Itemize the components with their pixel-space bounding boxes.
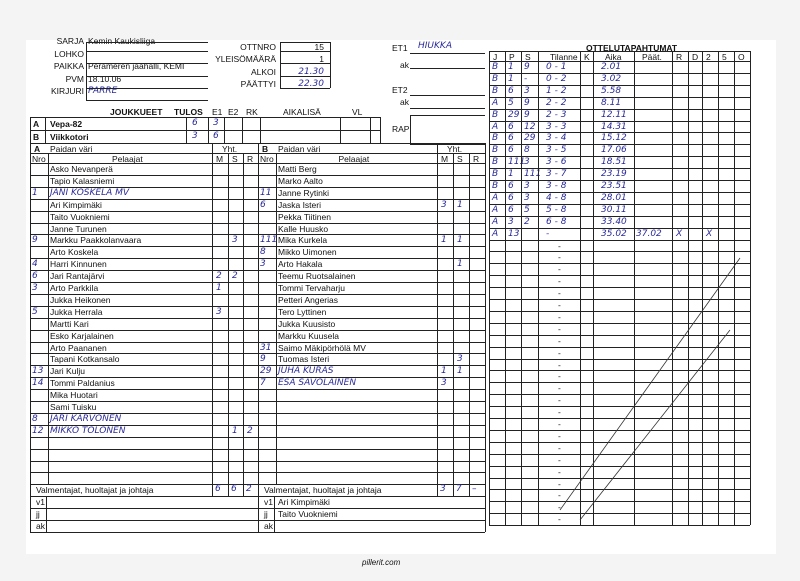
event-aika: 12.11 [601,109,627,120]
a-player-nro: 9 [32,235,38,246]
event-j: A [492,192,499,203]
event-p: 6 [508,133,514,144]
b-player-name: Pekka Tiitinen [278,211,331,222]
a-player-name: Arto Paananen [50,342,107,353]
event-tilanne: 5 - 8 [546,204,567,215]
a-player-m: 1 [216,283,222,293]
b-player-nro: 111 [260,235,278,246]
b-player-name: Arto Hakala [278,259,323,270]
event-aika: 28.01 [601,192,627,203]
event-j: A [492,216,499,227]
alkoi-value: 21.30 [298,67,324,77]
event-s: 29 [524,133,536,144]
b-v1: v1 [264,497,273,508]
sarja-label: SARJA [56,36,84,46]
events-head-j: J [493,52,498,62]
a-player-name: MIKKO TOLONEN [50,425,126,436]
alkoi-label: ALKOI [250,67,276,77]
events-head-r: R [676,52,683,62]
a-player-name: Esko Karjalainen [50,330,114,341]
team-a-tulos: 6 [192,118,198,128]
team-b-name: Viikkotori [50,132,89,142]
a-ak: ak [36,521,45,531]
footer-url: pillerit.com [362,558,401,567]
event-j: B [492,145,499,156]
b-m-h: M [441,154,449,164]
events-head-k: K [584,52,590,62]
rap-label: RAP [392,124,410,134]
b-player-nro: 11 [260,187,272,198]
b-player-nro: 8 [260,247,266,258]
b-player-m: 3 [441,199,447,210]
b-player-nro: 6 [260,199,266,210]
event-s: - [524,73,528,84]
b-v1-name: Ari Kimpimäki [278,497,330,508]
event-empty-dash: - [558,371,561,382]
event-empty-dash: - [558,276,561,287]
a-player-s: 3 [232,235,238,246]
a-player-name: Taito Vuokniemi [50,211,110,222]
a-player-name: Ari Kimpimäki [50,199,102,210]
a-total-s: 6 [231,484,237,495]
a-player-nro: 6 [32,271,38,282]
event-empty-dash: - [558,407,561,418]
et1-value: HIUKKA [418,41,452,51]
b-staff-label: Valmentajat, huoltajat ja johtaja [264,485,382,496]
a-staff-label: Valmentajat, huoltajat ja johtaja [36,485,154,496]
event-p: 1 [508,73,514,84]
a-total-r: 2 [246,484,252,495]
rk-label: RK [246,107,258,117]
events-title: OTTELUTAPAHTUMAT [586,43,678,53]
team-a-e1: 3 [213,118,219,128]
events-head-s: S [525,52,531,62]
b-player-name: Markku Kuusela [278,330,339,341]
b-player-name: Tommi Tervaharju [278,283,345,293]
event-aika: 35.02 [601,228,627,239]
event-aika: 23.19 [601,169,627,180]
a-player-name: Jari Rantajärvi [50,271,105,282]
events-head-paat: Päät. [642,52,662,62]
a-player-nro: 14 [32,378,44,389]
event-s: 111 [524,169,542,180]
cancel-diagonal-line [558,258,740,513]
event-j: A [492,228,499,239]
a-player-name: Arto Parkkila [50,283,99,293]
b-yht: Yht. [447,144,463,154]
a-player-nro: 13 [32,366,44,377]
e2-label: E2 [228,107,239,117]
b-player-nro: 29 [260,366,272,377]
event-tilanne: - [546,228,550,239]
event-empty-dash: - [558,490,561,501]
a-player-nro: 4 [32,259,38,270]
event-empty-dash: - [558,288,561,299]
pvm-label: PVM [65,74,84,84]
a-player-nro: 8 [32,413,38,424]
b-paidan-vari: Paidan väri [278,144,321,154]
events-cancel-strokes [26,40,776,554]
event-tilanne: 0 - 2 [546,73,567,84]
event-aika: 3.02 [601,73,622,84]
a-player-m: 2 [216,271,222,282]
event-empty-dash: - [558,419,561,429]
b-player-name: Mikko Uimonen [278,247,337,258]
a-player-nro: 3 [32,283,38,293]
b-player-name: Petteri Angerias [278,294,339,305]
event-tilanne: 3 - 7 [546,169,567,180]
team-b-e1: 6 [213,131,219,141]
a-player-s: 2 [232,271,238,282]
event-aika: 33.40 [601,216,627,227]
event-empty-dash: - [558,264,561,275]
event-tilanne: 3 - 5 [546,145,567,156]
event-s: 3 [524,157,530,168]
a-yht: Yht. [222,144,238,154]
b-player-name: ESA SAVOLAINEN [278,378,357,389]
paattyi-value: 22.30 [298,79,324,89]
kirjuri-label: KIRJURI [50,86,84,96]
b-nro-h: Nro [260,154,274,164]
event-aika: 2.01 [601,62,622,72]
a-m-h: M [216,154,224,164]
b-player-nro: 31 [260,342,272,353]
event-empty-dash: - [558,300,561,310]
events-head-aika: Aika [605,52,622,62]
b-player-m: 1 [441,235,447,246]
event-aika: 14.31 [601,121,627,132]
event-s: 5 [524,204,530,215]
b-player-name: Jaska Isteri [278,199,321,210]
a-player-name: Janne Turunen [50,223,107,234]
event-tilanne: 0 - 1 [546,62,567,72]
event-empty-dash: - [558,335,561,346]
event-s: 12 [524,121,536,132]
event-s: 2 [524,216,530,227]
a-paidan-vari: Paidan väri [50,144,93,154]
b-player-name: Janne Rytinki [278,187,330,198]
event-p: 6 [508,121,514,132]
a-player-name: Harri Kinnunen [50,259,107,270]
ak-label-2: ak [400,97,409,107]
event-j: A [492,204,499,215]
b-r-h: R [473,154,480,164]
event-tilanne: 2 - 2 [546,97,567,108]
event-s: 3 [524,192,530,203]
team-a-name: Vepa-82 [50,119,83,129]
event-j: B [492,62,499,72]
b-player-nro: 9 [260,354,266,365]
paattyi-label: PÄÄTTYI [240,79,276,89]
events-head-five: 5 [722,52,727,62]
b-player-name: Marko Aalto [278,175,323,186]
a-player-name: Tapio Kalasniemi [50,175,115,186]
event-tilanne: 4 - 8 [546,192,567,203]
a-player-name: Markku Paakkolanvaara [50,235,142,246]
b-player-name: Kalle Huusko [278,223,329,234]
b-ak: ak [264,521,273,531]
event-s: 9 [524,62,530,72]
b-player-s: 3 [457,354,463,365]
yleiso-value: 1 [319,54,324,64]
event-aika: 30.11 [601,204,627,215]
paikka-value: Perämeren jäähalli, KEMI [88,61,185,71]
b-player-name: Tuomas Isteri [278,354,330,365]
a-pelaajat-h: Pelaajat [112,154,143,164]
a-paidan-letter: A [34,144,41,154]
b-pelaajat-h: Pelaajat [338,154,370,164]
event-empty-dash: - [558,395,561,406]
event-p: 6 [508,204,514,215]
a-player-s: 1 [232,425,238,436]
a-player-name: Asko Nevanperä [50,164,113,174]
a-player-name: Tommi Paldanius [50,378,115,389]
a-player-nro: 12 [32,425,44,436]
ottnro-label: OTTNRO [240,42,276,52]
b-player-name: Teemu Ruotsalainen [278,271,356,282]
event-p: 6 [508,85,514,96]
event-empty-dash: - [558,323,561,334]
event-tilanne: 3 - 3 [546,121,567,132]
event-j: B [492,157,499,168]
events-head-p: P [509,52,515,62]
b-player-s: 1 [457,235,463,246]
events-head-d: D [692,52,699,62]
event-s: 9 [524,97,530,108]
sarja-value: Kemin Kaukisliiga [88,36,156,46]
event-tilanne: 6 - 8 [546,216,567,227]
a-total-m: 6 [215,484,221,495]
a-player-name: JARI KARVONEN [50,413,122,424]
b-player-name: Tero Lyttinen [278,306,327,317]
event-tilanne: 2 - 3 [546,109,567,120]
b-player-name: JUHA KURAS [278,366,334,377]
b-jj-name: Taito Vuokniemi [278,509,338,520]
event-empty-dash: - [558,430,561,441]
event-p: 5 [508,97,514,108]
b-player-s: 1 [457,199,463,210]
ottnro-value: 15 [314,42,324,52]
a-player-name: Arto Koskela [50,247,99,258]
a-player-name: Mika Huotari [50,390,98,401]
team-b-tulos: 3 [192,131,198,141]
a-player-name: Sami Tuisku [50,402,97,412]
event-empty-dash: - [558,311,561,322]
a-s-h: S [232,154,238,164]
event-s: 3 [524,85,530,96]
event-tilanne: 1 - 2 [546,85,567,96]
ak-label-1: ak [400,60,409,70]
event-j: A [492,97,499,108]
b-player-nro: 7 [260,378,266,389]
e1-label: E1 [212,107,223,117]
b-player-s: 1 [457,366,463,377]
b-s-h: S [457,154,463,164]
yleiso-label: YLEISÖMÄÄRÄ [215,54,276,64]
b-total-r: – [472,484,477,495]
event-empty-dash: - [558,240,561,251]
b-total-s: 7 [456,484,462,495]
event-empty-dash: - [558,347,561,358]
b-jj: jj [264,509,268,520]
b-player-name: Matti Berg [278,164,317,174]
et1-label: ET1 [392,43,408,53]
b-player-s: 1 [457,259,463,270]
event-p: 13 [508,228,520,239]
a-player-name: Jukka Heikonen [50,294,111,305]
a-player-name: Tapani Kotkansalo [50,354,120,365]
a-player-nro: 5 [32,306,38,317]
event-empty-dash: - [558,442,561,453]
event-empty-dash: - [558,252,561,263]
event-p: 6 [508,192,514,203]
event-r: X [676,228,683,239]
event-p: 1 [508,169,514,180]
b-total-m: 3 [440,484,446,495]
a-r-h: R [247,154,254,164]
a-player-nro: 1 [32,187,38,198]
event-tilanne: 3 - 4 [546,133,567,144]
event-two: X [706,228,713,239]
a-player-name: Martti Kari [50,318,89,329]
event-j: B [492,169,499,180]
event-empty-dash: - [558,466,561,477]
events-head-two: 2 [706,52,711,62]
event-p: 3 [508,216,514,227]
event-aika: 5.58 [601,85,622,96]
event-p: 29 [508,109,520,120]
event-p: 1 [508,62,514,72]
pvm-value: 18.10.06 [88,74,122,84]
aikalisa-label: AIKALISÄ [283,107,321,117]
event-aika: 8.11 [601,97,622,108]
a-jj: jj [36,509,40,520]
event-empty-dash: - [558,514,561,525]
event-empty-dash: - [558,454,561,465]
a-player-r: 2 [247,425,253,436]
event-j: B [492,133,499,144]
event-j: B [492,73,499,84]
event-aika: 23.51 [601,181,627,191]
b-player-name: Mika Kurkela [278,235,328,246]
lohko-label: LOHKO [54,49,84,59]
team-a-letter: A [33,119,40,129]
event-empty-dash: - [558,502,561,513]
b-paidan-letter: B [262,144,269,154]
b-player-name: Saimo Mäkipörhölä MV [278,342,366,353]
event-s: 8 [524,145,530,156]
a-player-m: 3 [216,306,222,317]
paikka-label: PAIKKA [53,61,84,71]
event-p: 6 [508,145,514,156]
event-s: 9 [524,109,530,120]
event-p: 111 [508,157,526,168]
et2-label: ET2 [392,85,408,95]
event-tilanne: 3 - 6 [546,157,567,168]
a-nro-h: Nro [32,154,46,164]
tulos-label: TULOS [174,107,203,117]
b-player-m: 1 [441,366,447,377]
event-aika: 18.51 [601,157,627,168]
event-j: B [492,109,499,120]
a-v1: v1 [36,497,45,508]
b-player-nro: 3 [260,259,266,270]
event-aika: 17.06 [601,145,627,156]
a-player-name: Jukka Herrala [50,306,103,317]
event-s: 3 [524,181,530,191]
event-empty-dash: - [558,383,561,394]
event-tilanne: 3 - 8 [546,181,567,191]
events-head-tilanne: Tilanne [550,52,578,62]
vl-label: VL [352,107,363,117]
scoresheet [26,36,776,554]
b-player-name: Jukka Kuusisto [278,318,336,329]
event-j: A [492,121,499,132]
events-head-o: O [738,52,745,62]
event-j: B [492,85,499,96]
cancel-diagonal-line [580,330,730,520]
joukkueet-label: JOUKKUEET [110,107,163,117]
event-paat: 37.02 [636,228,662,239]
b-player-m: 3 [441,378,447,389]
a-player-name: Jari Kulju [50,366,85,377]
kirjuri-value: PARRE [88,86,118,96]
a-player-name: JANI KOSKELA MV [50,187,130,198]
event-aika: 15.12 [601,133,627,144]
event-j: B [492,181,499,191]
event-empty-dash: - [558,359,561,370]
event-p: 6 [508,181,514,191]
event-empty-dash: - [558,478,561,489]
team-b-letter: B [33,132,40,142]
